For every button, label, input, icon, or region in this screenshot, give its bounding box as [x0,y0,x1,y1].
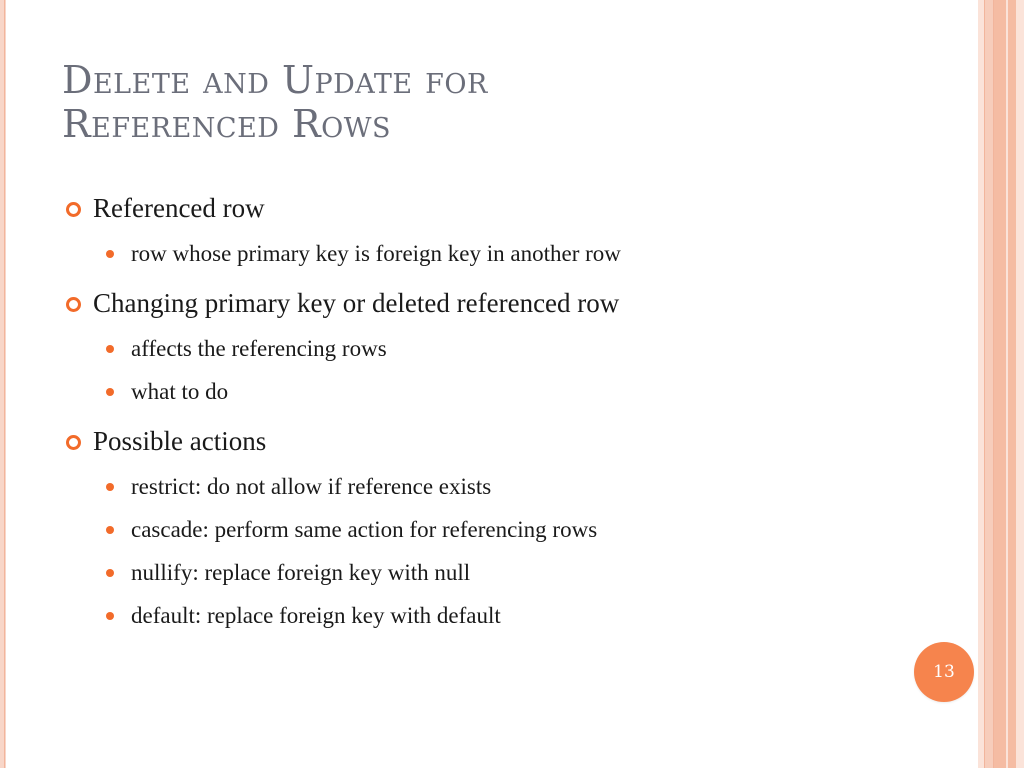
dot-bullet-icon [106,483,114,491]
left-border-line [4,0,5,768]
sub-bullet-text: row whose primary key is foreign key in another row [131,240,621,266]
border-band [1008,0,1016,768]
sub-bullet-text: default: replace foreign key with default [131,602,501,628]
border-band [985,0,993,768]
bullet-item [66,188,926,228]
dot-bullet-icon [106,569,114,577]
sub-bullet-text: what to do [131,378,229,404]
sub-bullet-item [66,465,926,508]
ring-bullet-icon [66,435,81,450]
title-line-2: Referenced Rows [62,102,392,146]
sub-bullet-item [66,508,926,551]
sub-bullet-item [66,551,926,594]
left-border-stripe [0,0,6,768]
dot-bullet-icon [106,388,114,396]
sub-bullet-text: nullify: replace foreign key with null [131,559,471,585]
dot-bullet-icon [106,526,114,534]
ring-bullet-icon [66,202,81,217]
sub-bullet-text: cascade: perform same action for referencing rows [131,516,598,542]
slide-title [62,58,942,146]
sub-bullet-item [66,370,926,413]
bullet-list [66,188,926,637]
sub-bullet-text: restrict: do not allow if reference exists [131,473,492,499]
bullet-item [66,283,926,323]
sub-bullet-item [66,232,926,275]
page-number-badge: 13 [914,642,974,702]
dot-bullet-icon [106,345,114,353]
bullet-text: Changing primary key or deleted referenced row [93,288,620,318]
border-band [1016,0,1024,768]
bullet-text: Referenced row [93,193,265,223]
border-band [994,0,1006,768]
bullet-item [66,421,926,461]
bullet-text: Possible actions [93,426,267,456]
sub-bullet-text: affects the referencing rows [131,335,387,361]
ring-bullet-icon [66,297,81,312]
sub-bullet-item [66,594,926,637]
dot-bullet-icon [106,612,114,620]
dot-bullet-icon [106,250,114,258]
sub-bullet-item [66,327,926,370]
right-border-bands [978,0,1024,768]
title-line-1: Delete and Update for [62,58,488,102]
